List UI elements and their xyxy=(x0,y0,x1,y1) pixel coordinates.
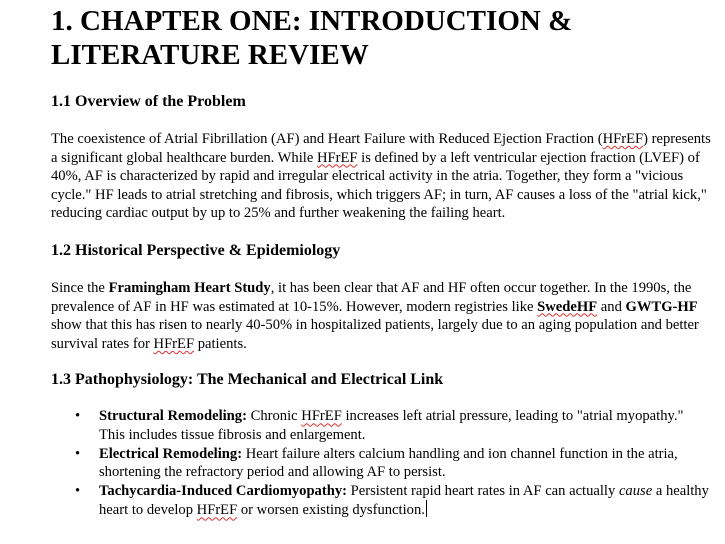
section-heading-overview: 1.1 Overview of the Problem xyxy=(51,93,246,110)
spellcheck-word[interactable]: HFrEF xyxy=(301,408,342,425)
spellcheck-word[interactable]: HFrEF xyxy=(153,335,195,352)
text-cursor xyxy=(426,500,427,517)
section-heading-history: 1.2 Historical Perspective & Epidemiology xyxy=(51,241,341,259)
chapter-title xyxy=(51,4,711,72)
italic-word: cause xyxy=(618,482,653,499)
bullet-icon: • xyxy=(75,445,81,462)
bullet-label: Structural Remodeling: xyxy=(99,408,247,425)
chapter-title-line2: LITERATURE REVIEW xyxy=(51,39,369,71)
bullet-label: Electrical Remodeling: xyxy=(99,445,243,462)
list-item: • Tachycardia-Induced Cardiomyopathy: Persistent rapid heart rates in AF can actually cause a healthy heart to develop HFrEF or worsen existing dysfunction. xyxy=(75,482,709,519)
paragraph-overview: The coexistence of Atrial Fibrillation (AF) and Heart Failure with Reduced Ejection Fraction (HFrEF) represents a significant global healthcare burden. While HFrEF is defined by a left ventricular ejection fraction (LVEF) of 40%, AF is characterized by rapid and irregular electrical activity in the atria. Together, they form a "vicious cycle." HF leads to atrial stretching and fibrosis, which triggers AF; in turn, AF causes a loss of the "atrial kick," reducing cardiac output by up to 25% and further weakening the failing heart. xyxy=(51,131,711,222)
list-item: • Structural Remodeling: Chronic HFrEF increases left atrial pressure, leading to "atrial myopathy." This includes tissue fibrosis and enlargement. xyxy=(75,408,684,443)
spellcheck-word[interactable]: HFrEF xyxy=(196,502,238,519)
bold-term: Framingham Heart Study xyxy=(108,279,271,296)
spellcheck-word[interactable]: HFrEF xyxy=(316,149,358,166)
bullet-icon: • xyxy=(75,482,81,499)
bullet-icon: • xyxy=(75,408,81,425)
bold-term: GWTG-HF xyxy=(625,298,698,315)
bullet-label: Tachycardia-Induced Cardiomyopathy: xyxy=(99,482,347,499)
bullet-list xyxy=(51,407,711,520)
section-heading-pathophysiology: 1.3 Pathophysiology: The Mechanical and Electrical Link xyxy=(51,371,444,389)
chapter-title-line1: 1. CHAPTER ONE: INTRODUCTION & xyxy=(51,5,573,37)
bold-term-spellcheck[interactable]: SwedeHF xyxy=(537,298,598,315)
document-page[interactable] xyxy=(51,0,711,520)
spellcheck-word[interactable]: HFrEF xyxy=(602,131,644,147)
list-item: • Electrical Remodeling: Heart failure alters calcium handling and ion channel function in the atria, shortening the refractory period and allowing AF to persist. xyxy=(75,445,678,481)
paragraph-history: Since the Framingham Heart Study, it has been clear that AF and HF often occur together. In the 1990s, the prevalence of AF in HF was estimated at 10-15%. However, modern registries like SwedeHF and GWTG-HF show that this has risen to nearly 40-50% in hospitalized patients, largely due to an aging population and better survival rates for HFrEF patients. xyxy=(51,279,699,352)
